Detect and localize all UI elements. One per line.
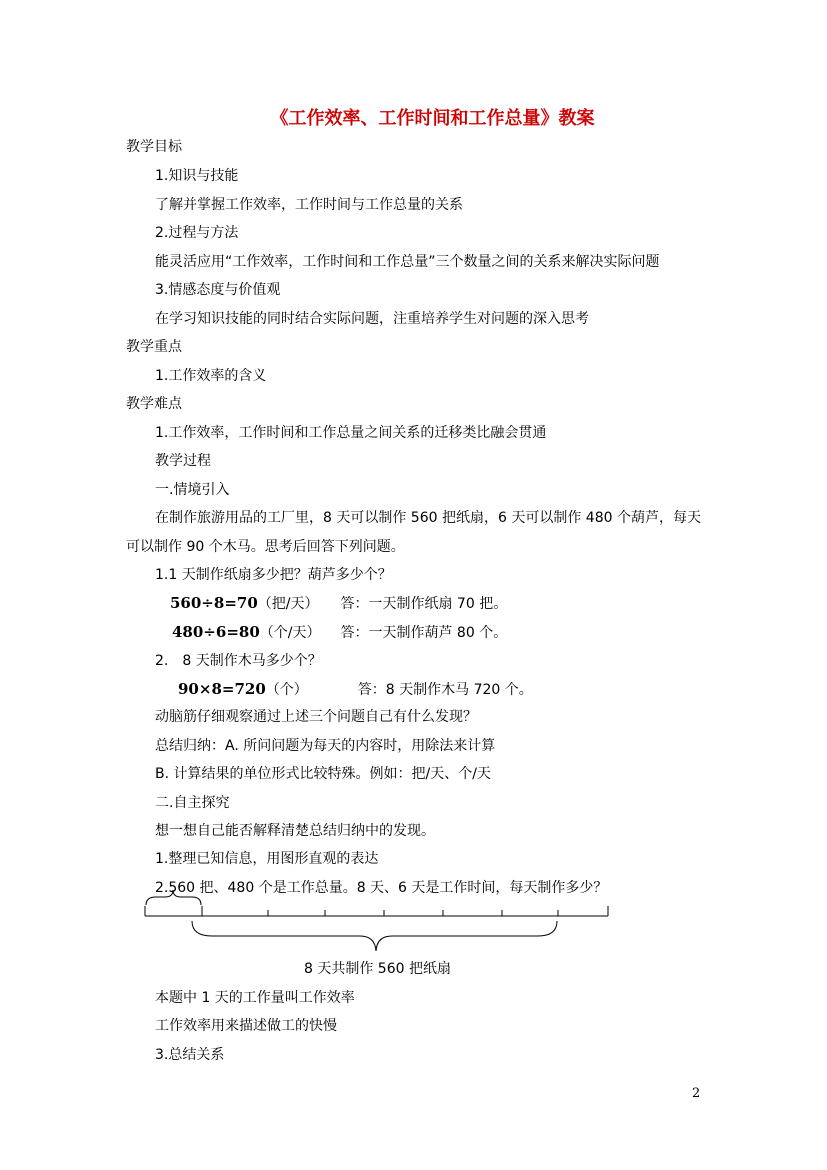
process-heading: 教学过程	[155, 453, 211, 469]
efficiency-use: 工作效率用来描述做工的快慢	[155, 1018, 337, 1034]
goal-heading: 教学目标	[126, 139, 182, 155]
equation-1-answer: 答：一天制作纸扇 70 把。	[340, 596, 508, 612]
goal-2: 2.过程与方法	[155, 225, 239, 241]
diagram-caption: 8 天共制作 560 把纸扇	[304, 961, 451, 977]
equation-1: 560÷8=70	[170, 594, 258, 612]
goal-3-desc: 在学习知识技能的同时结合实际问题，注重培养学生对问题的深入思考	[155, 311, 589, 327]
section-2-item-2: 2.560 把、480 个是工作总量。8 天、6 天是工作时间，每天制作多少？	[155, 880, 608, 896]
discovery-prompt: 动脑筋仔细观察通过上述三个问题自己有什么发现？	[155, 709, 477, 725]
equation-1-unit: （把/天）	[257, 596, 319, 612]
section-1-heading: 一.情境引入	[155, 482, 230, 498]
summary-b: B. 计算结果的单位形式比较特殊。例如：把/天、个/天	[155, 766, 491, 782]
key-1: 1.工作效率的含义	[155, 368, 267, 384]
question-2: 2. 8 天制作木马多少个？	[155, 653, 322, 669]
section-2-think: 想一想自己能否解释清楚总结归纳中的发现。	[155, 823, 435, 839]
section-1-para-line2: 可以制作 90 个木马。思考后回答下列问题。	[126, 539, 405, 555]
question-1: 1.1 天制作纸扇多少把？葫芦多少个？	[155, 567, 392, 583]
equation-2: 480÷6=80	[172, 623, 260, 641]
equation-2-unit: （个/天）	[259, 625, 321, 641]
key-heading: 教学重点	[126, 339, 182, 355]
equation-2-answer: 答：一天制作葫芦 80 个。	[340, 625, 508, 641]
bottom-brace	[192, 921, 557, 951]
equation-3-answer: 答：8 天制作木马 720 个。	[357, 682, 533, 698]
section-2-item-3: 3.总结关系	[155, 1047, 225, 1063]
section-1-para-line1: 在制作旅游用品的工厂里，8 天可以制作 560 把纸扇，6 天可以制作 480 个葫芦，每天	[155, 510, 701, 526]
equation-3: 90×8=720	[178, 680, 266, 698]
page-number: 2	[692, 1086, 701, 1101]
document-title: 《工作效率、工作时间和工作总量》教案	[270, 108, 595, 129]
section-2-heading: 二.自主探究	[155, 795, 230, 811]
goal-1-desc: 了解并掌握工作效率，工作时间与工作总量的关系	[155, 197, 463, 213]
difficulty-1: 1.工作效率，工作时间和工作总量之间关系的迁移类比融会贯通	[155, 425, 547, 441]
summary-a: 总结归纳：A. 所问问题为每天的内容时，用除法来计算	[155, 738, 496, 754]
top-brace	[146, 890, 201, 905]
difficulty-heading: 教学难点	[126, 396, 182, 412]
section-2-item-1: 1.整理已知信息，用图形直观的表达	[155, 851, 379, 867]
goal-1: 1.知识与技能	[155, 168, 239, 184]
efficiency-definition: 本题中 1 天的工作量叫工作效率	[155, 990, 355, 1006]
goal-2-desc: 能灵活应用“工作效率，工作时间和工作总量”三个数量之间的关系来解决实际问题	[155, 254, 660, 270]
equation-3-unit: （个）	[265, 682, 308, 698]
goal-3: 3.情感态度与价值观	[155, 282, 281, 298]
